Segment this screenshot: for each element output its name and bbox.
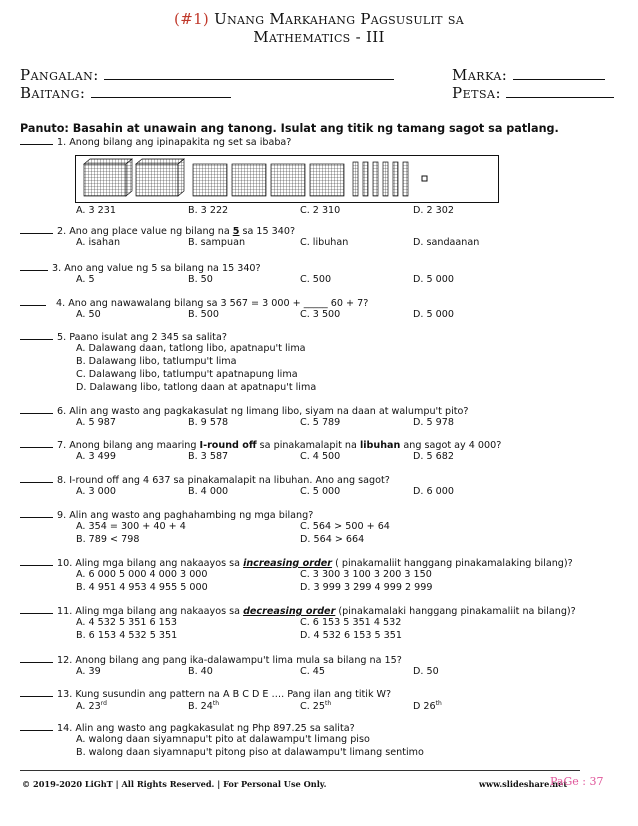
q6-option-a: A. 5 987: [76, 417, 116, 428]
question-13: 13. Kung susundin ang pattern na A B C D E …. Pang ilan ang titik W?: [20, 687, 391, 700]
q11-option-a: A. 4 532 5 351 6 153: [76, 617, 177, 628]
q2-option-c: C. libuhan: [300, 237, 349, 248]
q1-option-c: C. 2 310: [300, 205, 341, 216]
answer-blank[interactable]: [20, 135, 53, 145]
question-2: 2. Ano ang place value ng bilang na 5 sa 15 340?: [20, 224, 295, 237]
question-9: 9. Alin ang wasto ang paghahambing ng mga bilang?: [20, 508, 313, 521]
q6-option-c: C. 5 789: [300, 417, 341, 428]
footer-divider: [20, 770, 580, 771]
q9-option-d: D. 564 > 664: [300, 534, 365, 545]
thousand-cube-1: [84, 159, 132, 196]
question-1: 1. Anong bilang ang ipinapakita ng set sa ibaba?: [20, 135, 291, 148]
base-ten-blocks: [76, 156, 498, 202]
q2-option-d: D. sandaanan: [413, 237, 480, 248]
q7-option-c: C. 4 500: [300, 451, 341, 462]
q1-option-b: B. 3 222: [188, 205, 229, 216]
q13-option-b: B. 24th: [188, 700, 220, 713]
hundred-flat-2: [232, 164, 266, 196]
page-number: PaGe : 37: [550, 775, 604, 788]
title-text: Unang Markahang Pagsusulit sa: [214, 10, 464, 28]
ten-rod-4: [383, 162, 388, 196]
hundred-flat-1: [193, 164, 227, 196]
one-unit-cube: [422, 176, 427, 181]
answer-blank[interactable]: [20, 296, 46, 306]
q7-option-d: D. 5 682: [413, 451, 454, 462]
answer-blank[interactable]: [20, 508, 53, 518]
q12-option-a: A. 39: [76, 666, 101, 677]
ten-rod-5: [393, 162, 398, 196]
q1-option-d: D. 2 302: [413, 205, 454, 216]
question-5: 5. Paano isulat ang 2 345 sa salita?: [20, 330, 227, 343]
footer-url[interactable]: www.slideshare.net: [479, 779, 568, 789]
q9-option-a: A. 354 = 300 + 40 + 4: [76, 521, 186, 532]
question-7: 7. Anong bilang ang maaring I-round off sa pinakamalapit na libuhan ang sagot ay 4 000?: [20, 438, 501, 451]
q12-option-b: B. 40: [188, 666, 213, 677]
answer-blank[interactable]: [20, 473, 53, 483]
q10-option-a: A. 6 000 5 000 4 000 3 000: [76, 569, 208, 580]
answer-blank[interactable]: [20, 604, 53, 614]
q11-option-d: D. 4 532 6 153 5 351: [300, 630, 402, 641]
question-4: 4. Ano ang nawawalang bilang sa 3 567 = 3 000 + _____ 60 + 7?: [20, 296, 368, 309]
q11-option-b: B. 6 153 4 532 5 351: [76, 630, 178, 641]
petsa-field: [452, 84, 614, 102]
thousand-cube-2: [136, 159, 184, 196]
q8-option-d: D. 6 000: [413, 486, 454, 497]
q13-option-a: A. 23rd: [76, 700, 107, 713]
instruction: Panuto: Basahin at unawain ang tanong. Isulat ang titik ng tamang sagot sa patlang.: [20, 122, 559, 135]
answer-blank[interactable]: [20, 404, 53, 414]
title-line2: Mathematics - III: [253, 28, 385, 46]
q1-option-a: A. 3 231: [76, 205, 116, 216]
petsa-line: [506, 85, 614, 98]
q10-option-d: D. 3 999 3 299 4 999 2 999: [300, 582, 433, 593]
q12-option-c: C. 45: [300, 666, 326, 677]
marka-field: [452, 66, 605, 84]
title-line1: [0, 10, 638, 28]
q2-option-a: A. isahan: [76, 237, 121, 248]
q5-option-c: C. Dalawang libo, tatlumpu't apatnapung lima: [76, 369, 298, 380]
q10-option-b: B. 4 951 4 953 4 955 5 000: [76, 582, 208, 593]
footer-copyright: © 2019-2020 LiGhT | All Rights Reserved. | For Personal Use Only.: [22, 779, 327, 789]
answer-blank[interactable]: [20, 653, 53, 663]
q8-option-c: C. 5 000: [300, 486, 341, 497]
q12-option-d: D. 50: [413, 666, 439, 677]
ten-rod-3: [373, 162, 378, 196]
q9-option-b: B. 789 < 798: [76, 534, 140, 545]
q4-option-a: A. 50: [76, 309, 101, 320]
q3-option-b: B. 50: [188, 274, 213, 285]
answer-blank[interactable]: [20, 721, 53, 731]
q3-option-c: C. 500: [300, 274, 332, 285]
q3-option-a: A. 5: [76, 274, 95, 285]
baitang-label: Baitang:: [20, 84, 86, 102]
hundred-flat-3: [271, 164, 305, 196]
q5-option-b: B. Dalawang libo, tatlumpu't lima: [76, 356, 237, 367]
base-ten-blocks-figure: [75, 155, 499, 203]
q6-option-d: D. 5 978: [413, 417, 454, 428]
answer-blank[interactable]: [20, 438, 53, 448]
q6-option-b: B. 9 578: [188, 417, 229, 428]
q4-option-d: D. 5 000: [413, 309, 454, 320]
q13-option-c: C. 25th: [300, 700, 332, 713]
q4-option-c: C. 3 500: [300, 309, 341, 320]
ten-rod-1: [353, 162, 358, 196]
q14-option-b: B. walong daan siyamnapu't pitong piso at dalawampu't limang sentimo: [76, 747, 424, 758]
answer-blank[interactable]: [20, 330, 53, 340]
question-8: 8. I-round off ang 4 637 sa pinakamalapit na libuhan. Ano ang sagot?: [20, 473, 390, 486]
q7-option-b: B. 3 587: [188, 451, 229, 462]
q4-option-b: B. 500: [188, 309, 219, 320]
q14-option-a: A. walong daan siyamnapu't pito at dalawampu't limang piso: [76, 734, 370, 745]
title-number: (#1): [174, 10, 210, 28]
q10-option-c: C. 3 300 3 100 3 200 3 150: [300, 569, 432, 580]
q5-option-a: A. Dalawang daan, tatlong libo, apatnapu't lima: [76, 343, 306, 354]
ten-rod-2: [363, 162, 368, 196]
answer-blank[interactable]: [20, 261, 48, 271]
q9-option-c: C. 564 > 500 + 64: [300, 521, 390, 532]
q2-option-b: B. sampuan: [188, 237, 246, 248]
question-14: 14. Alin ang wasto ang pagkakasulat ng Php 897.25 sa salita?: [20, 721, 355, 734]
answer-blank[interactable]: [20, 224, 53, 234]
q11-option-c: C. 6 153 5 351 4 532: [300, 617, 402, 628]
pangalan-label: Pangalan:: [20, 66, 99, 84]
hundred-flat-4: [310, 164, 344, 196]
answer-blank[interactable]: [20, 556, 53, 566]
baitang-field: [20, 84, 231, 102]
pangalan-line: [104, 67, 394, 80]
question-3: 3. Ano ang value ng 5 sa bilang na 15 340?: [20, 261, 261, 274]
petsa-label: Petsa:: [452, 84, 501, 102]
question-6: 6. Alin ang wasto ang pagkakasulat ng limang libo, siyam na daan at walumpu't pito?: [20, 404, 468, 417]
ten-rod-6: [403, 162, 408, 196]
q7-option-a: A. 3 499: [76, 451, 116, 462]
question-10: 10. Aling mga bilang ang nakaayos sa increasing order ( pinakamaliit hanggang pinakamalaking bilang)?: [20, 556, 573, 569]
pangalan-field: [20, 66, 394, 84]
baitang-line: [91, 85, 231, 98]
q8-option-b: B. 4 000: [188, 486, 229, 497]
q8-option-a: A. 3 000: [76, 486, 116, 497]
answer-blank[interactable]: [20, 687, 53, 697]
q13-option-d: D 26th: [413, 700, 442, 713]
question-11: 11. Aling mga bilang ang nakaayos sa decreasing order (pinakamalaki hanggang pinakamaliit na bilang)?: [20, 604, 576, 617]
question-12: 12. Anong bilang ang pang ika-dalawampu't lima mula sa bilang na 15?: [20, 653, 402, 666]
marka-label: Marka:: [452, 66, 508, 84]
q5-option-d: D. Dalawang libo, tatlong daan at apatnapu't lima: [76, 382, 317, 393]
marka-line: [513, 67, 605, 80]
q3-option-d: D. 5 000: [413, 274, 454, 285]
